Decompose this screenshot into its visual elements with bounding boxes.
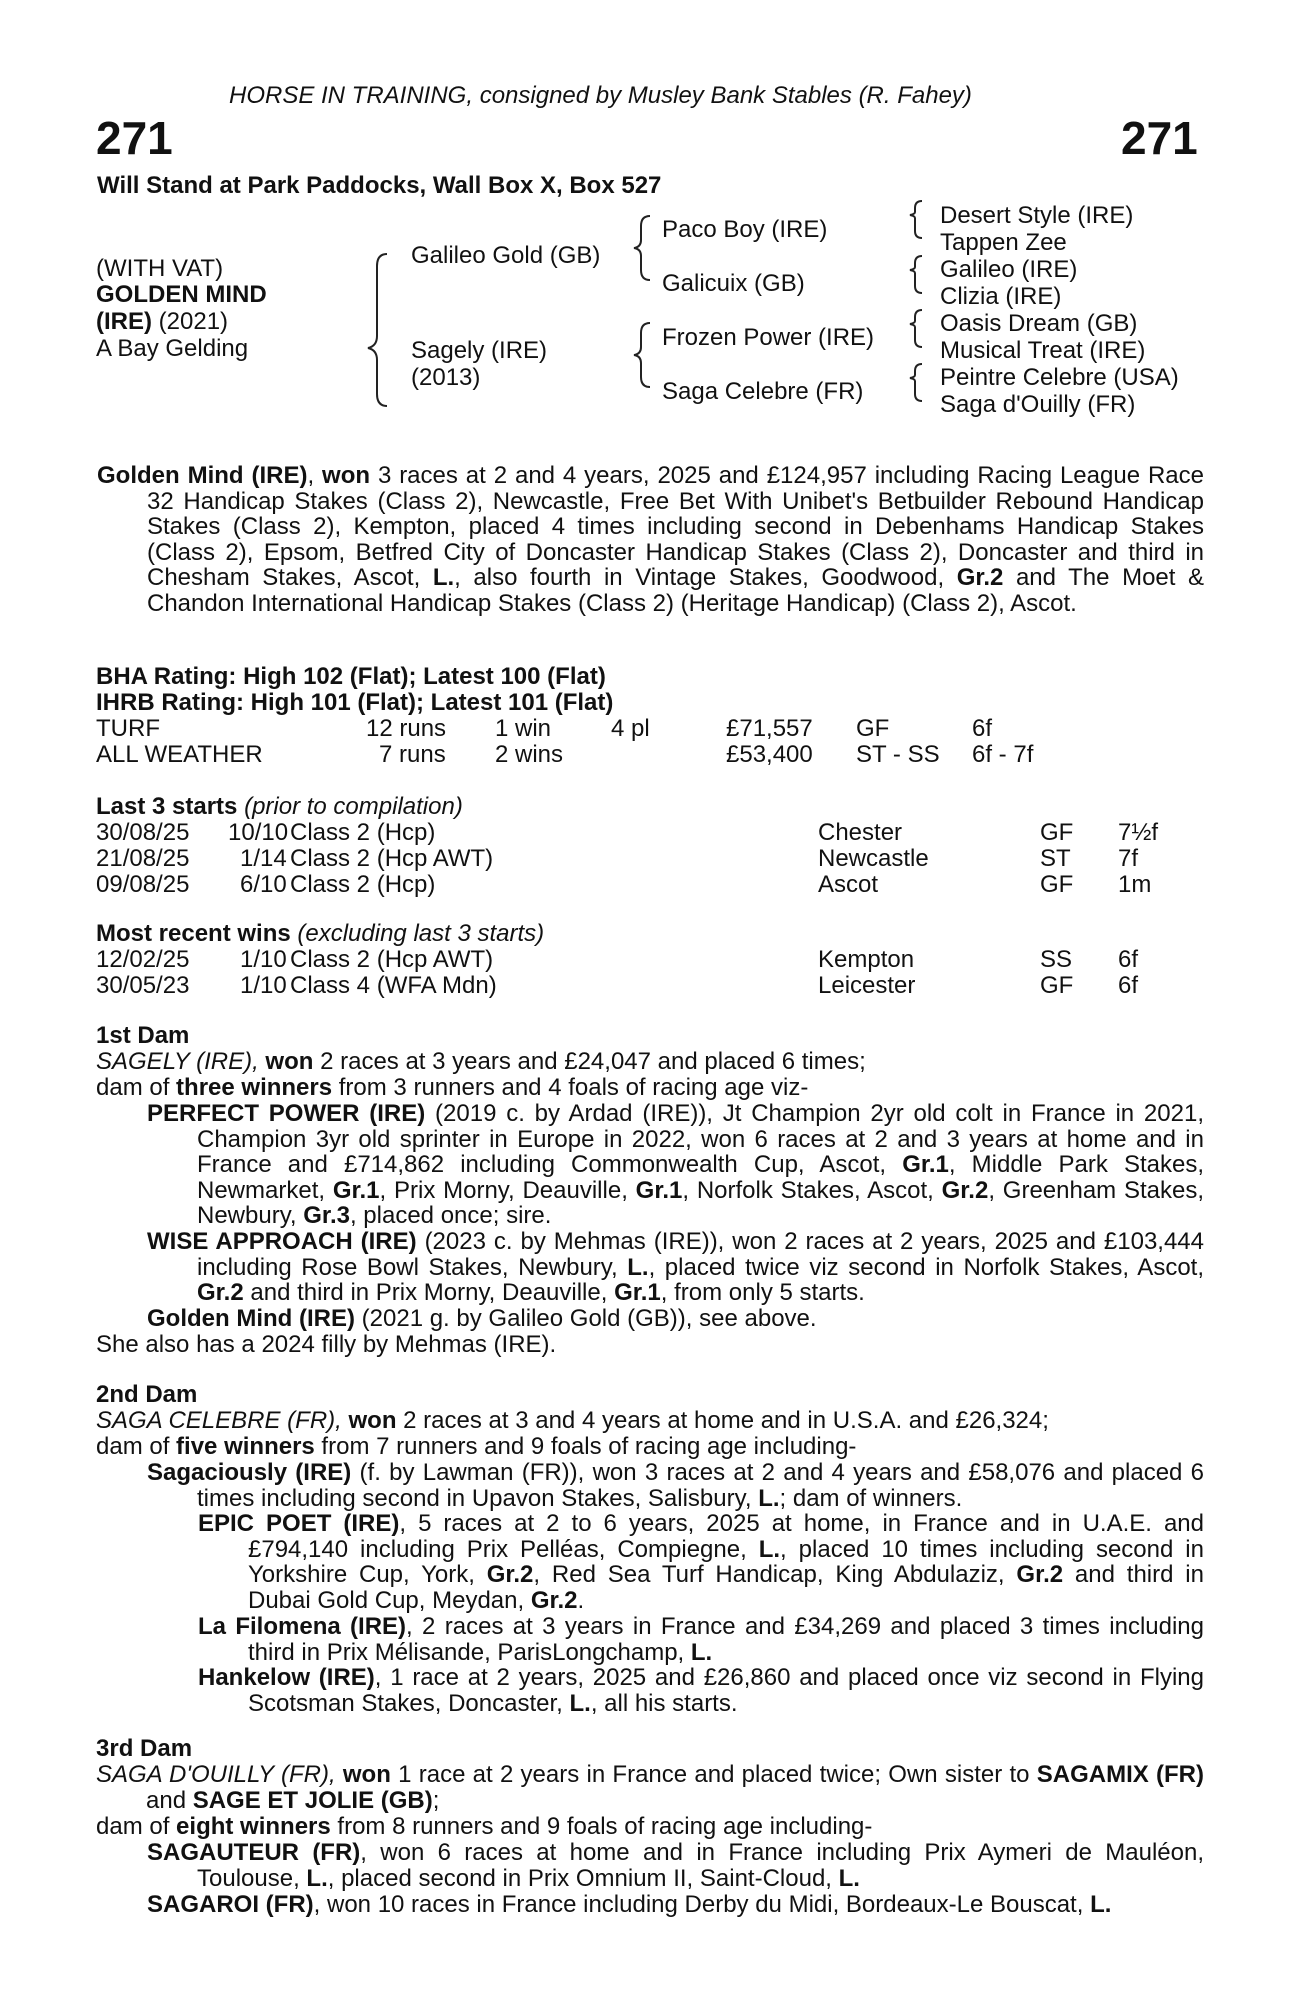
ep-g2a: Gr.2	[486, 1561, 534, 1589]
dam2-text: 2 races at 3 and 4 years at home and in U.S.A. and £26,324;	[396, 1407, 1049, 1434]
dam3-sister1: SAGAMIX (FR)	[1036, 1761, 1204, 1788]
start-race: Class 2 (Hcp)	[290, 871, 436, 898]
summary-gr2: Gr.2	[956, 564, 1004, 592]
vat-label: (WITH VAT)	[96, 255, 224, 282]
recent-wins-heading	[96, 921, 544, 947]
win-distance: 6f	[1118, 946, 1139, 973]
grandsire-4: Clizia (IRE)	[940, 283, 1062, 310]
wise-approach-entry	[147, 1229, 1204, 1306]
pp-g3: Gr.3	[303, 1202, 350, 1230]
sr-name: SAGAROI (FR)	[147, 1891, 314, 1918]
dam3-damof: dam of	[96, 1813, 177, 1840]
dam2-count-text: from 7 runners and 9 foals of racing age including-	[314, 1433, 857, 1460]
dam3-name: SAGA D'OUILLY (FR),	[96, 1761, 336, 1788]
dam1-name: SAGELY (IRE),	[96, 1048, 259, 1075]
sa-l: L.	[306, 1864, 328, 1892]
horse-year: (2021)	[152, 308, 229, 335]
stable-location: Will Stand at Park Paddocks, Wall Box X, Box 527	[97, 172, 662, 199]
dam1-damof: dam of	[96, 1074, 177, 1101]
grandsire-3: Galileo (IRE)	[940, 256, 1078, 283]
sa-name: SAGAUTEUR (FR)	[147, 1839, 361, 1866]
record-wins: 1 win	[495, 715, 552, 742]
win-race: Class 2 (Hcp AWT)	[290, 946, 494, 973]
recent-wins-title: Most recent wins	[96, 920, 291, 947]
record-going: GF	[856, 715, 890, 742]
last3-title: Last 3 starts	[96, 793, 238, 820]
dam2-heading: 2nd Dam	[96, 1381, 198, 1408]
win-distance: 6f	[1118, 972, 1139, 999]
last3-heading	[96, 794, 463, 820]
start-distance: 7½f	[1118, 819, 1159, 846]
ep-g2c: Gr.2	[530, 1586, 578, 1614]
dam: Sagely (IRE)	[411, 337, 548, 364]
dam1-produce-line	[96, 1075, 808, 1101]
dam2-damof: dam of	[96, 1433, 177, 1460]
hk-name: Hankelow (IRE)	[198, 1664, 375, 1691]
sg-t2: ; dam of winners.	[779, 1484, 963, 1512]
win-date: 12/02/25	[96, 946, 190, 973]
grandsire-1: Desert Style (IRE)	[940, 202, 1134, 229]
dam2-name: SAGA CELEBRE (FR),	[96, 1407, 342, 1434]
summary-horse-name: Golden Mind (IRE)	[97, 462, 308, 489]
pp-g1a: Gr.1	[902, 1151, 949, 1179]
summary-listed: L.	[432, 564, 455, 592]
hk-t2: , all his starts.	[590, 1689, 738, 1717]
dam1-also: She also has a 2024 filly by Mehmas (IRE).	[96, 1331, 557, 1358]
race-summary: Golden Mind (IRE), won 3 races at 2 and 4 years, 2025 and £124,957 including Racing League Race 32 Handicap Stakes (Class 2), Newcastle, Free Bet With Unibet's Betbuilder Rebound Handicap Stakes (Class 2), Kempton, placed 4 times including second in Debenhams Handicap Stakes (Class 2), Epsom, Betfred City of Doncaster Handicap Stakes (Class 2), Doncaster and third in Chesham Stakes, Ascot, L., also fourth in Vintage Stakes, Goodwood, Gr.2 and The Moet & Chandon International Handicap Stakes (Class 2) (Heritage Handicap) (Class 2), Ascot.	[97, 462, 1205, 617]
wa-g1: Gr.1	[614, 1279, 661, 1307]
sg-text: (f. by Lawman (FR)), won 3 races at 2 and 4 years and £58,076 and placed 6 times including second in Upavon Stakes, Salisbury,	[197, 1459, 1204, 1512]
record-surface: TURF	[96, 715, 160, 742]
start-course: Chester	[818, 819, 903, 846]
record-distance: 6f - 7f	[972, 741, 1034, 768]
win-date: 30/05/23	[96, 972, 190, 999]
dam3-sister2: SAGE ET JOLIE (GB)	[192, 1786, 433, 1814]
start-distance: 7f	[1118, 845, 1139, 872]
la-filomena-entry	[198, 1614, 1204, 1665]
start-going: ST	[1040, 845, 1071, 872]
record-surface: ALL WEATHER	[96, 741, 263, 768]
dam1-text: 2 races at 3 years and £24,047 and placed 6 times;	[313, 1048, 866, 1075]
dam3-produce-line	[96, 1814, 872, 1840]
dam3-line	[96, 1762, 1204, 1813]
wa-t4: , from only 5 starts.	[660, 1279, 865, 1307]
wa-t3: and third in Prix Morny, Deauville,	[243, 1279, 615, 1307]
dam3-count: eight winners	[176, 1813, 331, 1840]
lot-number-left: 271	[96, 112, 173, 164]
ep-t4: and third in Dubai Gold Cup, Meydan,	[248, 1561, 1204, 1614]
pp-t3: , Prix Morny, Deauville,	[379, 1176, 636, 1204]
ep-g2b: Gr.2	[1016, 1561, 1064, 1589]
start-race: Class 2 (Hcp)	[290, 819, 436, 846]
pp-name: PERFECT POWER (IRE)	[147, 1100, 426, 1127]
win-position: 1/10	[240, 946, 287, 973]
horse-name: GOLDEN MIND	[96, 281, 267, 308]
start-position: 10/10	[228, 819, 289, 846]
sire: Galileo Gold (GB)	[411, 242, 601, 269]
lf-text: , 2 races at 3 years in France and £34,269 and placed 3 times including third in Prix Mélisande, ParisLongchamp,	[248, 1613, 1204, 1666]
perfect-power-entry	[147, 1101, 1204, 1229]
start-course: Ascot	[818, 871, 879, 898]
dam-dam: Saga Celebre (FR)	[662, 378, 864, 405]
sire-dam: Galicuix (GB)	[662, 270, 805, 297]
recent-wins-note: (excluding last 3 starts)	[290, 920, 545, 947]
hankelow-entry	[198, 1665, 1204, 1716]
wa-t2: , placed twice viz second in Norfolk Stakes, Ascot,	[648, 1253, 1205, 1281]
ep-l: L.	[758, 1535, 781, 1563]
record-prize: £53,400	[726, 741, 813, 768]
pp-t5: , Greenham Stakes, Newbury,	[197, 1176, 1205, 1230]
ep-text: , 5 races at 2 to 6 years, 2025 at home, in France and in U.A.E. and £794,140 including Prix Pelléas, Compiegne,	[248, 1510, 1205, 1563]
dam3-and: and	[146, 1786, 193, 1814]
win-going: SS	[1040, 946, 1073, 973]
dam2-count: five winners	[176, 1433, 315, 1460]
grandsire-2: Tappen Zee	[940, 229, 1067, 256]
pp-g1b: Gr.1	[332, 1176, 380, 1204]
record-wins: 2 wins	[495, 741, 564, 768]
sagaciously-entry	[147, 1460, 1204, 1511]
start-date: 30/08/25	[96, 819, 190, 846]
ep-t5: .	[577, 1586, 585, 1614]
summary-won: won	[322, 462, 371, 489]
start-position: 6/10	[240, 871, 287, 898]
pp-g1c: Gr.1	[635, 1176, 683, 1204]
pp-t4: , Norfolk Stakes, Ascot,	[682, 1176, 942, 1204]
sagaroi-entry	[147, 1892, 1111, 1918]
dam3-semi: ;	[432, 1786, 440, 1814]
epic-poet-entry	[198, 1511, 1204, 1613]
horse-origin: (IRE)	[96, 308, 152, 335]
start-position: 1/14	[240, 845, 287, 872]
summary-text: 3 races at 2 and 4 years, 2025 and £124,957 including Racing League Race 32 Handicap Stakes (Class 2), Newcastle, Free Bet With Unibet's Betbuilder Rebound Handicap Stakes (Class 2), Kempton, placed 4 times including second in Debenhams Handicap Stakes (Class 2), Epsom, Betfred City of Doncaster Handicap Stakes (Class 2), Doncaster and third in Chesham Stakes, Ascot,	[147, 462, 1204, 592]
pp-g2: Gr.2	[941, 1176, 989, 1204]
dam2-produce-line	[96, 1434, 856, 1460]
consignment-line: HORSE IN TRAINING, consigned by Musley Bank Stables (R. Fahey)	[229, 82, 972, 109]
summary-text-3: and The Moet & Chandon International Handicap Stakes (Class 2) (Heritage Handicap) (Class 2), Ascot.	[147, 564, 1205, 617]
gm-text: (2021 g. by Galileo Gold (GB)), see above.	[354, 1305, 817, 1332]
sa-t2: , placed second in Prix Omnium II, Saint-Cloud,	[327, 1864, 839, 1892]
dam1-line	[96, 1049, 866, 1075]
start-distance: 1m	[1118, 871, 1152, 898]
start-date: 09/08/25	[96, 871, 190, 898]
grandsire-8: Saga d'Ouilly (FR)	[940, 391, 1136, 418]
hk-l: L.	[569, 1689, 591, 1717]
dam3-won: won	[342, 1761, 391, 1788]
gm-name: Golden Mind (IRE)	[147, 1305, 355, 1332]
pp-t6: , placed once; sire.	[349, 1202, 552, 1230]
dam3-count-text: from 8 runners and 9 foals of racing age including-	[330, 1813, 873, 1840]
record-runs: 12 runs	[366, 715, 447, 742]
grandsire-5: Oasis Dream (GB)	[940, 310, 1138, 337]
dam2-line	[96, 1408, 1049, 1434]
dam3-heading: 3rd Dam	[96, 1735, 193, 1762]
record-runs: 7 runs	[379, 741, 446, 768]
win-going: GF	[1040, 972, 1074, 999]
win-course: Kempton	[818, 946, 915, 973]
record-placed: 4 pl	[611, 715, 650, 742]
wa-g2: Gr.2	[197, 1279, 244, 1307]
sa-text: , won 6 races at home and in France including Prix Aymeri de Mauléon, Toulouse,	[197, 1839, 1204, 1892]
pp-t2: , Middle Park Stakes, Newmarket,	[197, 1151, 1204, 1204]
sire-sire: Paco Boy (IRE)	[662, 216, 828, 243]
ihrb-rating: IHRB Rating: High 101 (Flat); Latest 101 (Flat)	[96, 689, 614, 716]
lf-l: L.	[690, 1638, 713, 1666]
pp-text: (2019 c. by Ardad (IRE)), Jt Champion 2yr old colt in France in 2021, Champion 3yr old sprinter in Europe in 2022, won 6 races at 2 and 3 years at home and in France and £714,862 including Commonwealth Cup, Ascot,	[197, 1100, 1204, 1179]
dam1-count-text: from 3 runners and 4 foals of racing age viz-	[332, 1074, 809, 1101]
start-going: GF	[1040, 819, 1074, 846]
horse-description: A Bay Gelding	[96, 335, 249, 362]
grandsire-7: Peintre Celebre (USA)	[940, 364, 1179, 391]
start-race: Class 2 (Hcp AWT)	[290, 845, 494, 872]
last3-note: (prior to compilation)	[237, 793, 463, 820]
bha-rating: BHA Rating: High 102 (Flat); Latest 100 (Flat)	[96, 663, 606, 690]
dam1-count: three winners	[176, 1074, 333, 1101]
ep-t3: , Red Sea Turf Handicap, King Abdulaziz,	[533, 1561, 1017, 1589]
hk-text: , 1 race at 2 years, 2025 and £26,860 and placed once viz second in Flying Scotsman Stakes, Doncaster,	[248, 1664, 1204, 1717]
summary-text-2: , also fourth in Vintage Stakes, Goodwood,	[454, 564, 957, 592]
start-date: 21/08/25	[96, 845, 190, 872]
golden-mind-entry	[147, 1306, 817, 1332]
sagauteur-entry	[147, 1840, 1204, 1891]
wa-text: (2023 c. by Mehmas (IRE)), won 2 races at 2 years, 2025 and £103,444 including Rose Bowl Stakes, Newbury,	[197, 1228, 1204, 1281]
dam3-text: 1 race at 2 years in France and placed twice; Own sister to	[390, 1761, 1037, 1788]
grandsire-6: Musical Treat (IRE)	[940, 337, 1146, 364]
lf-name: La Filomena (IRE)	[198, 1613, 407, 1640]
lot-number-right: 271	[1121, 112, 1198, 164]
sr-text: , won 10 races in France including Derby du Midi, Bordeaux-Le Bouscat,	[313, 1891, 1091, 1918]
dam1-won: won	[265, 1048, 314, 1075]
start-going: GF	[1040, 871, 1074, 898]
record-prize: £71,557	[726, 715, 813, 742]
ep-t2: , placed 10 times including second in Yorkshire Cup, York,	[248, 1535, 1204, 1589]
record-distance: 6f	[972, 715, 993, 742]
dam1-heading: 1st Dam	[96, 1022, 190, 1049]
start-course: Newcastle	[818, 845, 929, 872]
record-going: ST - SS	[856, 741, 940, 768]
sr-l: L.	[1090, 1891, 1112, 1918]
dam-year: (2013)	[411, 364, 481, 391]
win-race: Class 4 (WFA Mdn)	[290, 972, 497, 999]
dam-sire: Frozen Power (IRE)	[662, 324, 875, 351]
ep-name: EPIC POET (IRE)	[198, 1510, 400, 1537]
wa-l: L.	[627, 1253, 649, 1281]
sg-l: L.	[758, 1484, 780, 1512]
sa-l2: L.	[838, 1864, 860, 1892]
win-position: 1/10	[240, 972, 287, 999]
dam2-won: won	[348, 1407, 397, 1434]
sg-name: Sagaciously (IRE)	[147, 1459, 352, 1486]
win-course: Leicester	[818, 972, 916, 999]
wa-name: WISE APPROACH (IRE)	[147, 1228, 417, 1255]
